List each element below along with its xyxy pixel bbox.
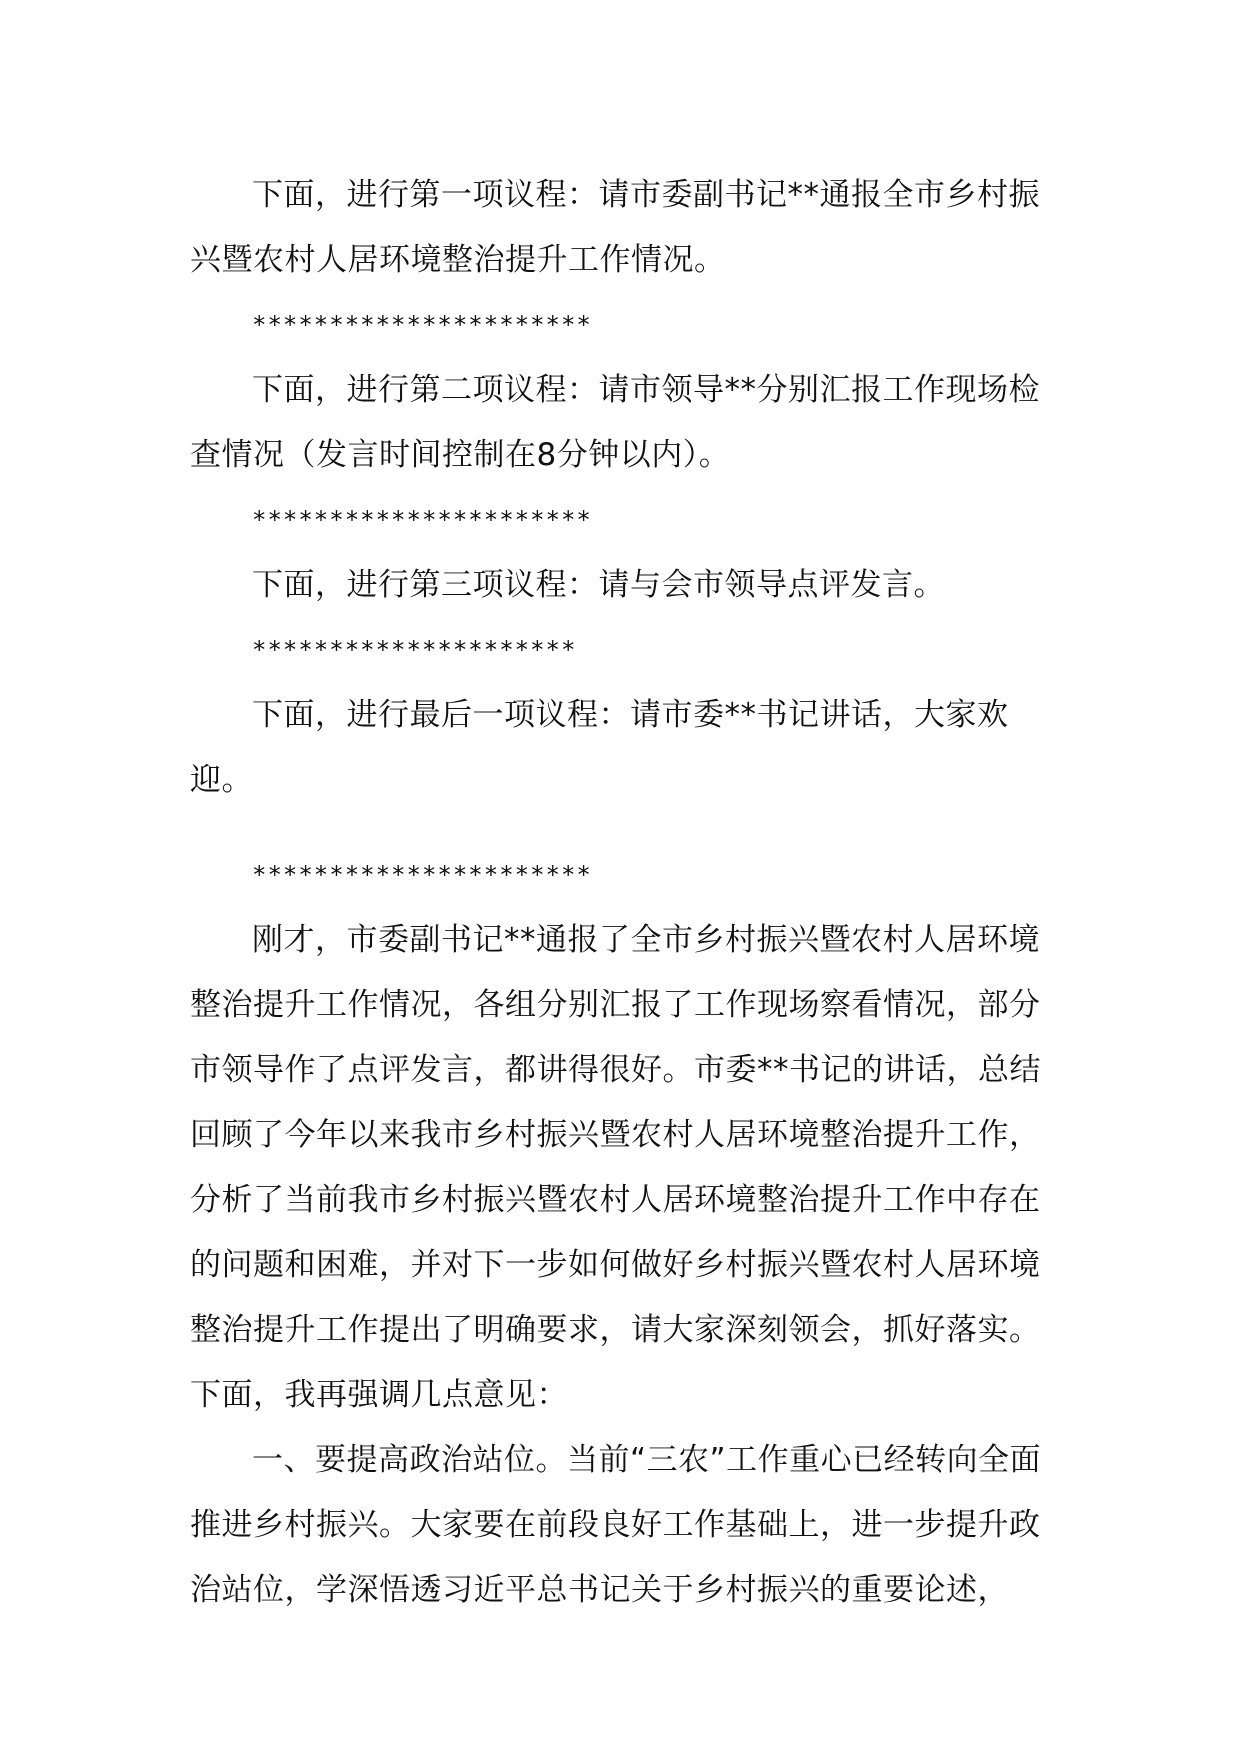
agenda-item-3: 下面，进行第三项议程：请与会市领导点评发言。: [252, 567, 945, 603]
agenda-item-2: 下面，进行第二项议程：请市领导**分别汇报工作现场检查情况（发言时间控制在8分钟以内）。: [190, 372, 1040, 473]
separator-1: **********************: [252, 311, 592, 339]
transition-line: 下面，我再强调几点意见：: [190, 1377, 568, 1413]
separator-2: **********************: [252, 506, 592, 534]
spacer: [190, 813, 1070, 843]
point-one-paragraph: 一、要提高政治站位。当前“三农”工作重心已经转向全面推进乡村振兴。大家要在前段良好工作基础上，进一步提升政治站位，学深悟透习近平总书记关于乡村振兴的重要论述，: [190, 1442, 1042, 1608]
separator-4: **********************: [252, 861, 592, 889]
agenda-item-1: 下面，进行第一项议程：请市委副书记**通报全市乡村振兴暨农村人居环境整治提升工作情况。: [190, 177, 1040, 278]
separator-3: *********************: [252, 636, 577, 664]
agenda-item-4: 下面，进行最后一项议程：请市委**书记讲话，大家欢迎。: [190, 697, 1009, 798]
document-body: [190, 163, 1070, 1623]
summary-paragraph: 刚才，市委副书记**通报了全市乡村振兴暨农村人居环境整治提升工作情况，各组分别汇报了工作现场察看情况，部分市领导作了点评发言，都讲得很好。市委**书记的讲话，总结回顾了今年以来我市乡村振兴暨农村人居环境整治提升工作，分析了当前我市乡村振兴暨农村人居环境整治提升工作中存在的问题和困难，并对下一步如何做好乡村振兴暨农村人居环境整治提升工作提出了明确要求，请大家深刻领会，抓好落实。: [190, 922, 1041, 1348]
